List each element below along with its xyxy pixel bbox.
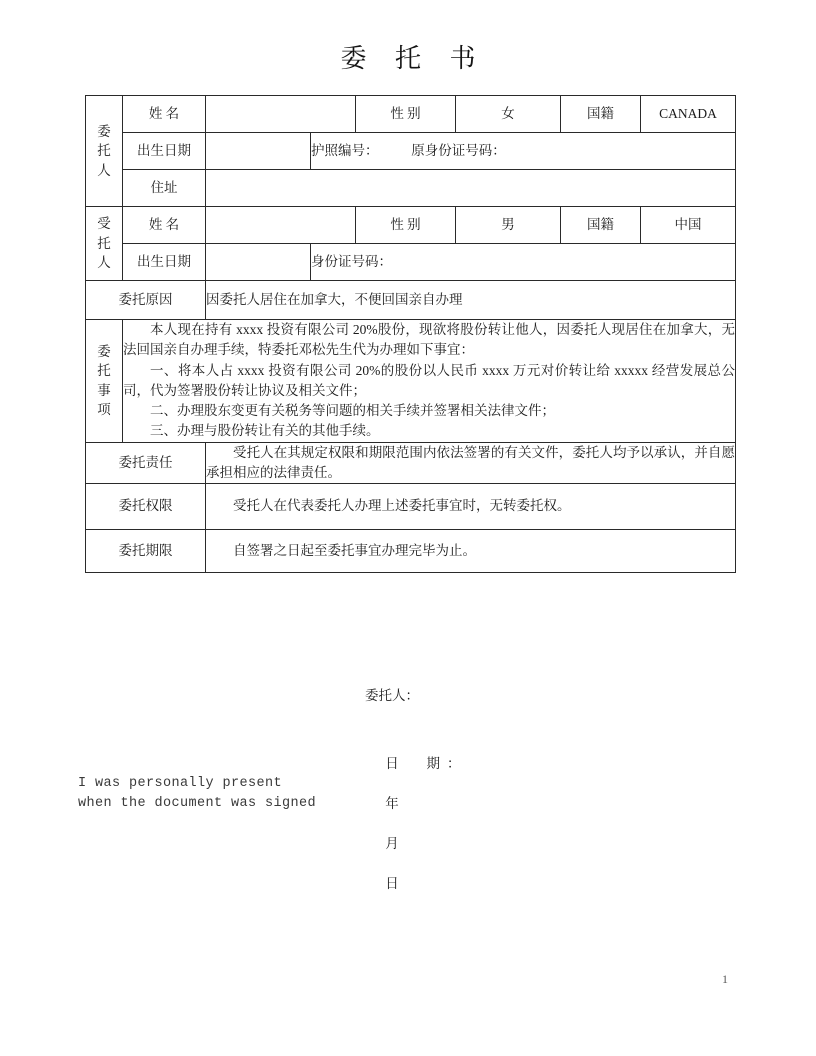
- principal-name-label: 姓 名: [123, 96, 206, 133]
- authority-label: 委托权限: [86, 484, 206, 530]
- agent-label-char-2: 托: [97, 235, 111, 251]
- principal-address-value[interactable]: [206, 170, 736, 207]
- agent-name-value[interactable]: [206, 207, 356, 244]
- matters-paragraph-item-3: 三、办理与股份转让有关的其他手续。: [150, 423, 380, 439]
- agent-birthdate-label: 出生日期: [123, 244, 206, 281]
- matters-paragraph-item-1: 一、将本人占 xxxx 投资有限公司 20%的股份以人民币 xxxx 万元对价转让给 xxxxx 经营发展总公司，代为签署股份转让协议及相关文件；: [123, 362, 735, 398]
- table-row-reason: [86, 281, 736, 320]
- principal-id-cell[interactable]: [311, 133, 736, 170]
- agent-birthdate-value[interactable]: [206, 244, 311, 281]
- principal-gender-label: 性 别: [356, 96, 456, 133]
- table-row-principal-address: [86, 170, 736, 207]
- term-text-cell: [206, 530, 736, 573]
- page-title: 委 托 书: [340, 44, 487, 73]
- table-row-principal-birth: [86, 133, 736, 170]
- agent-label-char-1: 受: [97, 216, 111, 232]
- power-of-attorney-table: [85, 95, 736, 573]
- table-row-principal-name: [86, 96, 736, 133]
- matters-section-label: [86, 320, 123, 443]
- signature-date-month: 月: [385, 836, 399, 851]
- principal-birthdate-value[interactable]: [206, 133, 311, 170]
- signature-date-label: 日 期：: [385, 756, 468, 771]
- table-row-liability: [86, 442, 736, 484]
- page-number: 1: [722, 972, 728, 986]
- agent-gender-value[interactable]: 男: [456, 207, 561, 244]
- liability-label: 委托责任: [86, 442, 206, 484]
- agent-name-label: 姓 名: [123, 207, 206, 244]
- table-row-term: [86, 530, 736, 573]
- principal-section-label: [86, 96, 123, 207]
- signature-date-year: 年: [385, 796, 399, 811]
- table-row-matters: [86, 320, 736, 443]
- liability-text-cell: [206, 442, 736, 484]
- english-note-line-2: when the document was signed: [78, 796, 317, 811]
- matters-label-char-1: 委: [97, 343, 111, 359]
- english-note: [78, 774, 316, 814]
- principal-nationality-label: 国籍: [561, 96, 641, 133]
- liability-text: 受托人在其规定权限和期限范围内依法签署的有关文件，委托人均予以承认，并自愿承担相应的法律责任。: [206, 444, 735, 480]
- signature-date-day: 日: [385, 876, 399, 891]
- agent-section-label: [86, 207, 123, 281]
- matters-body: [123, 320, 736, 443]
- principal-old-id-label: 原身份证号码：: [411, 142, 506, 158]
- reason-text: 因委托人居住在加拿大，不便回国亲自办理: [206, 281, 736, 320]
- signature-principal-line[interactable]: 委托人：: [365, 688, 419, 703]
- principal-label-char-1: 委: [97, 123, 111, 139]
- term-label: 委托期限: [86, 530, 206, 573]
- table-row-agent-birth: [86, 244, 736, 281]
- term-text: 自签署之日起至委托事宜办理完毕为止。: [233, 542, 476, 558]
- principal-label-char-2: 托: [97, 143, 111, 159]
- matters-paragraph-item-2: 二、办理股东变更有关税务等问题的相关手续并签署相关法律文件；: [150, 403, 555, 418]
- matters-paragraph-intro: 本人现在持有 xxxx 投资有限公司 20%股份，现欲将股份转让他人，因委托人现居住在加拿大，无法回国亲自办理手续，特委托邓松先生代为办理如下事宜：: [123, 322, 735, 358]
- agent-nationality-value[interactable]: 中国: [641, 207, 736, 244]
- principal-name-value[interactable]: [206, 96, 356, 133]
- matters-label-char-4: 项: [97, 402, 111, 418]
- matters-label-char-2: 托: [97, 363, 111, 379]
- agent-nationality-label: 国籍: [561, 207, 641, 244]
- principal-nationality-value[interactable]: CANADA: [641, 96, 736, 133]
- principal-label-char-3: 人: [97, 162, 111, 178]
- authority-text: 受托人在代表委托人办理上述委托事宜时，无转委托权。: [233, 498, 571, 514]
- principal-address-label: 住址: [123, 170, 206, 207]
- agent-gender-label: 性 别: [356, 207, 456, 244]
- authority-text-cell: [206, 484, 736, 530]
- matters-label-char-3: 事: [97, 382, 111, 398]
- english-note-line-1: I was personally present: [78, 776, 283, 791]
- signature-date-line[interactable]: [0, 734, 816, 914]
- agent-id-label[interactable]: 身份证号码：: [311, 244, 736, 281]
- table-row-authority: [86, 484, 736, 530]
- agent-label-char-3: 人: [97, 255, 111, 271]
- principal-gender-value[interactable]: 女: [456, 96, 561, 133]
- table-row-agent-name: [86, 207, 736, 244]
- reason-label: 委托原因: [86, 281, 206, 320]
- principal-passport-label: 护照编号：: [311, 142, 379, 158]
- principal-birthdate-label: 出生日期: [123, 133, 206, 170]
